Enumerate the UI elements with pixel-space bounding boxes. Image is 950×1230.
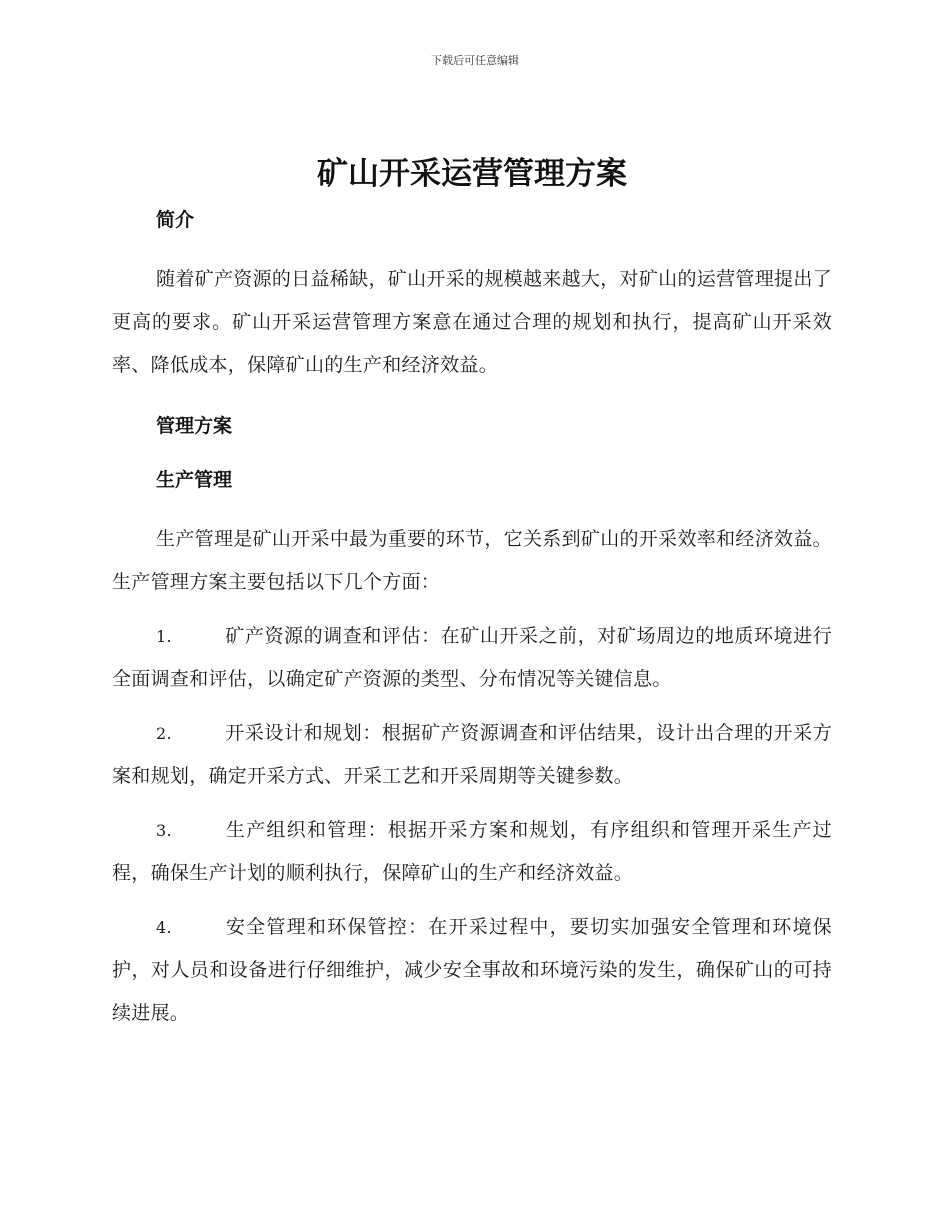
production-heading: 生产管理 xyxy=(156,469,233,491)
list-item-text: 矿产资源的调查和评估：在矿山开采之前，对矿场周边的地质环境进行全面调查和评估，以确定矿产资源的类型、分布情况等关键信息。 xyxy=(112,625,832,690)
list-item-text: 生产组织和管理：根据开采方案和规划，有序组织和管理开采生产过程，确保生产计划的顺利执行，保障矿山的生产和经济效益。 xyxy=(112,819,832,884)
document-body xyxy=(112,152,832,1035)
production-paragraph: 生产管理是矿山开采中最为重要的环节，它关系到矿山的开采效率和经济效益。生产管理方案主要包括以下几个方面： xyxy=(112,528,832,593)
plan-heading: 管理方案 xyxy=(156,415,233,437)
page-header-note: 下载后可任意编辑 xyxy=(431,54,519,67)
document-title: 矿山开采运营管理方案 xyxy=(317,156,627,192)
list-item xyxy=(112,712,832,798)
list-item-number: 1. xyxy=(156,627,172,646)
list-item-number: 4. xyxy=(156,918,172,937)
list-item xyxy=(112,906,832,1035)
intro-paragraph: 随着矿产资源的日益稀缺，矿山开采的规模越来越大，对矿山的运营管理提出了更高的要求。矿山开采运营管理方案意在通过合理的规划和执行，提高矿山开采效率、降低成本，保障矿山的生产和经济效益。 xyxy=(112,268,832,376)
list-item-text: 开采设计和规划：根据矿产资源调查和评估结果，设计出合理的开采方案和规划，确定开采方式、开采工艺和开采周期等关键参数。 xyxy=(112,722,832,787)
list-item-number: 3. xyxy=(156,821,172,840)
intro-heading: 简介 xyxy=(156,209,195,231)
list-item xyxy=(112,615,832,701)
list-item xyxy=(112,809,832,895)
list-item-number: 2. xyxy=(156,724,172,743)
list-item-text: 安全管理和环保管控：在开采过程中，要切实加强安全管理和环境保护，对人员和设备进行仔细维护，减少安全事故和环境污染的发生，确保矿山的可持续进展。 xyxy=(112,916,832,1024)
